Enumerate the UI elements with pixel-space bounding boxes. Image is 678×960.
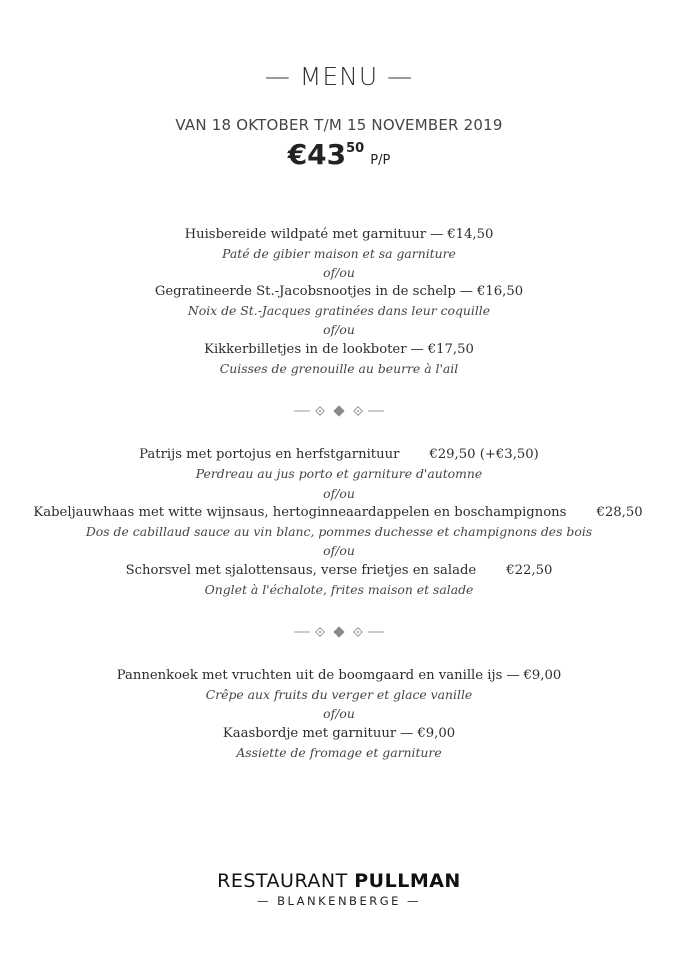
dish-price: €14,50 — [447, 227, 494, 242]
restaurant-logo — [0, 870, 678, 892]
price-cents: 50 — [346, 141, 365, 156]
dish-name: Pannenkoek met vruchten uit de boomgaard en vanille ijs — [116, 668, 503, 683]
course3-dish1-fr: Crêpe aux fruits du verger et glace vanille — [205, 687, 473, 702]
price-unit: P/P — [370, 153, 391, 168]
dish-name: Kabeljauwhaas met witte wijnsaus, hertoginneaardappelen en boschampignons — [33, 505, 567, 520]
ornament-icon — [294, 625, 384, 639]
dish-name: Huisbereide wildpaté met garnituur — [184, 227, 427, 242]
ornament-divider-1 — [0, 403, 678, 417]
course3-dish2: Kaasbordje met garnituur — €9,00 — [222, 726, 456, 741]
menu-price — [0, 138, 678, 171]
course2-or1: of/ou — [323, 486, 355, 501]
course1-or2: of/ou — [323, 322, 355, 337]
course1-dish2-fr: Noix de St.-Jacques gratinées dans leur coquille — [187, 303, 491, 318]
course1-dish1-fr: Paté de gibier maison et sa garniture — [222, 246, 456, 261]
course1-dish1: Huisbereide wildpaté met garnituur — €14,50 — [184, 227, 494, 242]
dish-name: Gegratineerde St.-Jacobsnootjes in de schelp — [154, 284, 456, 299]
course3-or1: of/ou — [323, 706, 355, 721]
price-main: €43 — [287, 138, 347, 171]
course2-dish2-fr: Dos de cabillaud sauce au vin blanc, pommes duchesse et champignons des bois — [85, 524, 593, 539]
dish-price: €22,50 — [506, 563, 553, 578]
logo-light-text: RESTAURANT — [217, 870, 348, 892]
restaurant-city: — BLANKENBERGE — — [256, 894, 422, 908]
course2-dish1 — [0, 445, 678, 464]
dish-name: Patrijs met portojus en herfstgarnituur — [139, 447, 400, 462]
ornament-icon — [294, 404, 384, 418]
dish-price: €16,50 — [476, 284, 524, 299]
course3-dish2-fr: Assiette de fromage et garniture — [236, 745, 442, 760]
menu-title: — MENU — — [264, 62, 414, 91]
course2-dish1-fr: Perdreau au jus porto et garniture d'automne — [195, 466, 483, 481]
ornament-divider-2 — [0, 624, 678, 638]
dish-price: €9,00 — [523, 668, 562, 683]
dish-name: Kaasbordje met garnituur — [222, 726, 397, 741]
logo-bold-text: PULLMAN — [354, 870, 461, 892]
course1-dish3-fr: Cuisses de grenouille au beurre à l'ail — [219, 361, 459, 376]
dish-price: €28,50 — [596, 505, 643, 520]
course2-dish3 — [0, 561, 678, 580]
dish-name: Schorsvel met sjalottensaus, verse frietjes en salade — [125, 563, 477, 578]
course1-or1: of/ou — [323, 265, 355, 280]
dish-price: €29,50 (+€3,50) — [429, 447, 539, 462]
course2-or2: of/ou — [323, 543, 355, 558]
course1-dish3: Kikkerbilletjes in de lookboter — €17,50 — [204, 342, 474, 357]
course2-dish2 — [0, 503, 677, 522]
course2-dish3-fr: Onglet à l'échalote, frites maison et salade — [204, 582, 474, 597]
dish-price: €17,50 — [427, 342, 474, 357]
menu-period: VAN 18 OKTOBER T/M 15 NOVEMBER 2019 — [175, 116, 503, 134]
course3-dish1: Pannenkoek met vruchten uit de boomgaard en vanille ijs — €9,00 — [116, 668, 562, 683]
dish-name: Kikkerbilletjes in de lookboter — [204, 342, 407, 357]
dish-price: €9,00 — [417, 726, 456, 741]
course1-dish2: Gegratineerde St.-Jacobsnootjes in de schelp — €16,50 — [154, 284, 524, 299]
